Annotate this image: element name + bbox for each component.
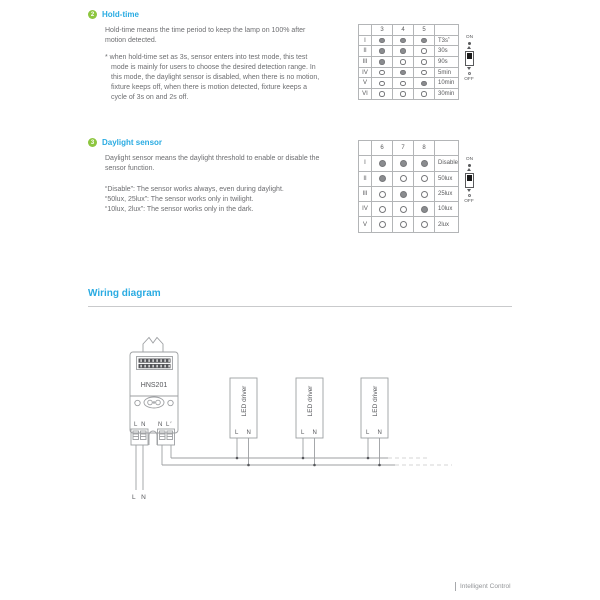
sensor-device xyxy=(130,338,178,446)
hold-time-section xyxy=(88,10,348,103)
dip-cell xyxy=(372,36,393,47)
up-arrow-icon xyxy=(467,168,471,171)
driver-n-label: N xyxy=(246,430,251,436)
table-header-row xyxy=(359,25,459,36)
dip-cell xyxy=(372,217,393,232)
dip-cell xyxy=(393,172,414,187)
hold-time-dip-table xyxy=(358,24,459,100)
footnote-marker: * xyxy=(448,35,450,41)
dip-switch-icon xyxy=(465,51,474,66)
row-label: III xyxy=(359,187,372,202)
row-label: II xyxy=(359,172,372,187)
column-header: 3 xyxy=(372,25,393,36)
dip-cell xyxy=(372,57,393,68)
corner-cell xyxy=(359,25,372,36)
value-cell: 30min xyxy=(435,89,459,100)
dip-dot xyxy=(400,59,406,65)
dip-cell xyxy=(372,89,393,100)
row-label: V xyxy=(359,217,372,232)
dip-switch-icon xyxy=(465,173,474,188)
table-row xyxy=(359,89,459,100)
dip-dot xyxy=(379,175,386,182)
dip-cell xyxy=(393,46,414,57)
screw-icon xyxy=(168,400,173,405)
note-line: “10lux, 2lux”: The sensor works only in the dark. xyxy=(105,206,254,213)
on-label: ON xyxy=(465,156,473,162)
dip-cell xyxy=(414,172,435,187)
dip-cell xyxy=(393,68,414,79)
mounting-clip-icon xyxy=(143,338,163,353)
dip-cell xyxy=(393,78,414,89)
table-row xyxy=(359,217,459,232)
down-arrow-icon xyxy=(467,67,471,70)
footer-brand-text: Intelligent Control xyxy=(455,582,511,591)
table-row xyxy=(359,187,459,202)
driver-l-label: L xyxy=(301,430,305,436)
driver-n-label: N xyxy=(312,430,317,436)
row-label: V xyxy=(359,78,372,89)
row-label: II xyxy=(359,46,372,57)
dip-dot xyxy=(421,59,427,65)
led-driver-label: LED driver xyxy=(241,385,248,417)
hold-time-title: Hold-time xyxy=(102,10,139,19)
table-row xyxy=(359,46,459,57)
dip-dot xyxy=(421,175,428,182)
switch-knob xyxy=(467,53,472,59)
column-header: 6 xyxy=(372,141,393,156)
row-label: III xyxy=(359,57,372,68)
dip-cell xyxy=(414,57,435,68)
continuation-dashed-lines xyxy=(388,458,452,465)
dip-cell xyxy=(372,156,393,171)
value-cell: 90s xyxy=(435,57,459,68)
device-right-terminal-label: N L′ xyxy=(158,422,173,428)
driver-l-label: L xyxy=(235,430,239,436)
value-cell: 30s xyxy=(435,46,459,57)
column-header: 5 xyxy=(414,25,435,36)
off-label: OFF xyxy=(464,76,474,82)
section-number-badge: 2 xyxy=(88,10,97,19)
dip-cell xyxy=(393,217,414,232)
dip-cell xyxy=(393,156,414,171)
daylight-title-row xyxy=(88,138,348,147)
dip-cell xyxy=(372,68,393,79)
table-row xyxy=(359,68,459,79)
column-header: 7 xyxy=(393,141,414,156)
dip-dot xyxy=(400,221,407,228)
switch-knob xyxy=(467,175,472,181)
value-cell: 5min xyxy=(435,68,459,79)
corner-cell xyxy=(359,141,372,156)
value-cell: 10min xyxy=(435,78,459,89)
up-arrow-icon xyxy=(467,46,471,49)
dip-cell xyxy=(414,156,435,171)
value-cell: 50lux xyxy=(435,172,459,187)
section-number-badge: 3 xyxy=(88,138,97,147)
column-header: 4 xyxy=(393,25,414,36)
table-row xyxy=(359,78,459,89)
dip-dot xyxy=(379,160,386,167)
dip-dot xyxy=(400,206,407,213)
wiring-diagram xyxy=(0,330,600,520)
dip-dot xyxy=(379,191,386,198)
daylight-description: Daylight sensor means the daylight threshold to enable or disable the sensor function. xyxy=(105,155,320,172)
led-driver-label: LED driver xyxy=(307,385,314,417)
device-left-terminal-label: L N xyxy=(134,422,147,428)
table-row xyxy=(359,36,459,47)
off-position-dot-icon xyxy=(468,72,471,75)
device-model-label: HNS201 xyxy=(140,382,168,389)
dip-dot xyxy=(400,160,407,167)
table-header-row xyxy=(359,141,459,156)
note-line: “50lux, 25lux”: The sensor works only in twilight. xyxy=(105,196,254,203)
dip-dot xyxy=(379,70,385,76)
daylight-sensor-section xyxy=(88,138,348,215)
dip-dot xyxy=(400,81,406,87)
dip-cell xyxy=(414,68,435,79)
row-label: IV xyxy=(359,68,372,79)
dip-cell xyxy=(372,46,393,57)
dip-cell xyxy=(414,78,435,89)
hold-time-description: Hold-time means the time period to keep the lamp on 100% after motion detected. xyxy=(105,27,306,44)
dip-cell xyxy=(393,89,414,100)
value-cell: 10lux xyxy=(435,202,459,217)
dip-cell xyxy=(393,57,414,68)
led-driver-label: LED driver xyxy=(372,385,379,417)
sensor-lens-icon xyxy=(144,397,164,408)
table-row xyxy=(359,57,459,68)
dip-dot xyxy=(379,91,385,97)
row-label: VI xyxy=(359,89,372,100)
value-cell: 25lux xyxy=(435,187,459,202)
hold-time-note: * when hold-time set as 3s, sensor enters into test mode, this test mode is mainly for users to choose the desired detection range. In this mode, the daylight sensor is disabled, when there is no motion, fixture keeps off, when there is motion detected, fixture keeps a cycle of 3s on and 2s off. xyxy=(105,54,320,101)
value-header xyxy=(435,25,459,36)
dip-cell xyxy=(393,187,414,202)
daylight-title: Daylight sensor xyxy=(102,138,163,147)
dip-cell xyxy=(414,202,435,217)
dip-dot xyxy=(379,81,385,87)
dip-cell xyxy=(393,36,414,47)
dip-dot xyxy=(421,70,427,76)
daylight-option-notes xyxy=(105,185,348,215)
dip-cell xyxy=(414,217,435,232)
dip-dot xyxy=(421,191,428,198)
driver-l-label: L xyxy=(366,430,370,436)
dip-cell xyxy=(372,187,393,202)
dip-dot xyxy=(379,221,386,228)
dip-dot xyxy=(421,91,427,97)
table-row xyxy=(359,172,459,187)
dip-dot xyxy=(379,206,386,213)
on-off-switch-legend xyxy=(460,34,478,82)
dip-cell xyxy=(372,202,393,217)
column-header: 8 xyxy=(414,141,435,156)
on-position-dot-icon xyxy=(468,164,471,167)
on-label: ON xyxy=(465,34,473,40)
note-line: “Disable”: The sensor works always, even during daylight. xyxy=(105,186,284,193)
mains-label: L N xyxy=(132,494,148,501)
dip-dot xyxy=(379,59,385,65)
on-position-dot-icon xyxy=(468,42,471,45)
dip-cell xyxy=(414,46,435,57)
dip-dot xyxy=(400,191,407,198)
dip-dot xyxy=(400,91,406,97)
daylight-dip-table xyxy=(358,140,459,233)
dip-dot xyxy=(400,175,407,182)
heading-rule xyxy=(88,306,512,307)
dip-cell xyxy=(414,36,435,47)
driver-n-label: N xyxy=(377,430,382,436)
row-label: I xyxy=(359,156,372,171)
wires xyxy=(136,438,395,490)
dip-dot xyxy=(421,38,427,44)
dip-dot xyxy=(400,70,406,76)
dip-dot xyxy=(400,48,406,54)
dip-dot xyxy=(421,160,428,167)
off-position-dot-icon xyxy=(468,194,471,197)
screw-icon xyxy=(135,400,140,405)
dip-cell xyxy=(393,202,414,217)
dip-dot xyxy=(421,81,427,87)
value-cell: T3s * xyxy=(435,36,459,47)
value-cell: 2lux xyxy=(435,217,459,232)
dip-dot xyxy=(379,48,385,54)
down-arrow-icon xyxy=(467,189,471,192)
dip-dot xyxy=(379,38,385,44)
dip-cell xyxy=(372,172,393,187)
dip-dot xyxy=(400,38,406,44)
value-header xyxy=(435,141,459,156)
dip-dot xyxy=(421,48,427,54)
row-label: I xyxy=(359,36,372,47)
dip-cell xyxy=(372,78,393,89)
row-label: IV xyxy=(359,202,372,217)
table-row xyxy=(359,156,459,171)
dip-cell xyxy=(414,89,435,100)
off-label: OFF xyxy=(464,198,474,204)
value-cell: Disable xyxy=(435,156,459,171)
table-row xyxy=(359,202,459,217)
wiring-diagram-heading: Wiring diagram xyxy=(88,288,161,299)
hold-time-title-row xyxy=(88,10,348,19)
dip-cell xyxy=(414,187,435,202)
on-off-switch-legend xyxy=(460,156,478,204)
dip-dot xyxy=(421,221,428,228)
dip-dot xyxy=(421,206,428,213)
